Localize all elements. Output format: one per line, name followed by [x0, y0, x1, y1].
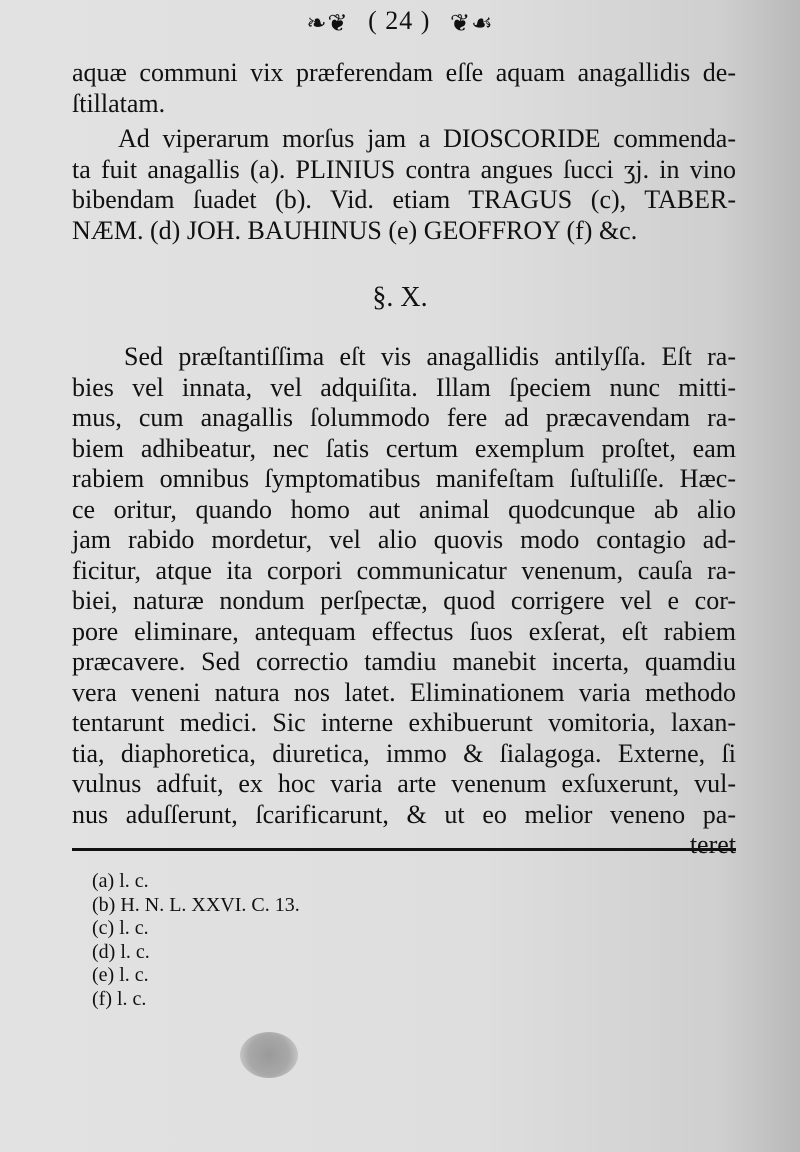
page-header [0, 6, 800, 38]
text-line: bibendam ſuadet (b). Vid. etiam TRAGUS (c), TABER- [72, 185, 736, 214]
footnote-divider [72, 848, 736, 851]
text-line: mus, cum anagallis ſolummodo fere ad præcavendam ra- [72, 403, 736, 432]
catchword: teret [689, 830, 736, 859]
text-line: Ad viperarum morſus jam a DIOSCORIDE commenda- [118, 124, 736, 153]
text-line: ta fuit anagallis (a). PLINIUS contra angues ſucci ʒj. in vino [72, 154, 736, 184]
text-line: pore eliminare, antequam effectus ſuos exſerat, eſt rabiem [72, 616, 736, 646]
footnote-item: (b) H. N. L. XXVI. C. 13. [92, 893, 300, 916]
text-line: jam rabido mordetur, vel alio quovis modo contagio ad- [72, 525, 736, 554]
footnote-item: (c) l. c. [92, 917, 149, 939]
ornament-right-icon: ❦☙ [449, 10, 494, 37]
text-line: nus aduſſerunt, ſcarificarunt, & ut eo melior veneno pa- [72, 799, 736, 829]
text-line: præcavere. Sed correctio tamdiu manebit incerta, quamdiu [72, 647, 736, 676]
text-line: bies vel innata, vel adquiſita. Illam ſpeciem nunc mitti- [72, 372, 736, 402]
text-line: ficitur, atque ita corpori communicatur venenum, cauſa ra- [72, 555, 736, 585]
text-line: ſtillatam. [72, 88, 166, 118]
text-line: biei, naturæ nondum perſpectæ, quod corrigere vel e cor- [72, 586, 736, 615]
footnote-item: (a) l. c. [92, 870, 149, 892]
paragraph-continuation [72, 58, 736, 119]
ornament-left-icon: ❧❦ [306, 10, 349, 37]
text-line: tentarunt medici. Sic interne exhibuerunt vomitoria, laxan- [72, 708, 736, 737]
text-line: aquæ communi vix præferendam eſſe aquam anagallidis de- [72, 58, 736, 87]
footnote-item: (f) l. c. [92, 987, 147, 1010]
text-line: ce oritur, quando homo aut animal quodcunque ab alio [72, 494, 736, 524]
paragraph-antilyssa [72, 342, 736, 861]
text-line: rabiem omnibus ſymptomatibus manifeſtam ſuſtuliſſe. Hæc- [72, 464, 736, 493]
footnote-item: (d) l. c. [92, 940, 150, 963]
section-heading: §. X. [372, 282, 428, 313]
paragraph-dioscoride [72, 124, 736, 246]
footnote-item: (e) l. c. [92, 964, 149, 986]
ink-stain [240, 1032, 298, 1078]
text-line: NÆM. (d) JOH. BAUHINUS (e) GEOFFROY (f) &c. [72, 215, 638, 245]
text-line: vera veneni natura nos latet. Eliminationem varia methodo [72, 677, 736, 707]
text-line: Sed præſtantiſſima eſt vis anagallidis antilyſſa. Eſt ra- [124, 342, 736, 371]
text-line: biem adhibeatur, nec ſatis certum exemplum proſtet, eam [72, 433, 736, 463]
page-number: ( 24 ) [368, 6, 431, 35]
text-line: vulnus adfuit, ex hoc varia arte venenum exſuxerunt, vul- [72, 769, 736, 798]
text-line: tia, diaphoretica, diuretica, immo & ſialagoga. Externe, ſi [72, 738, 736, 768]
footnotes [92, 870, 300, 1011]
